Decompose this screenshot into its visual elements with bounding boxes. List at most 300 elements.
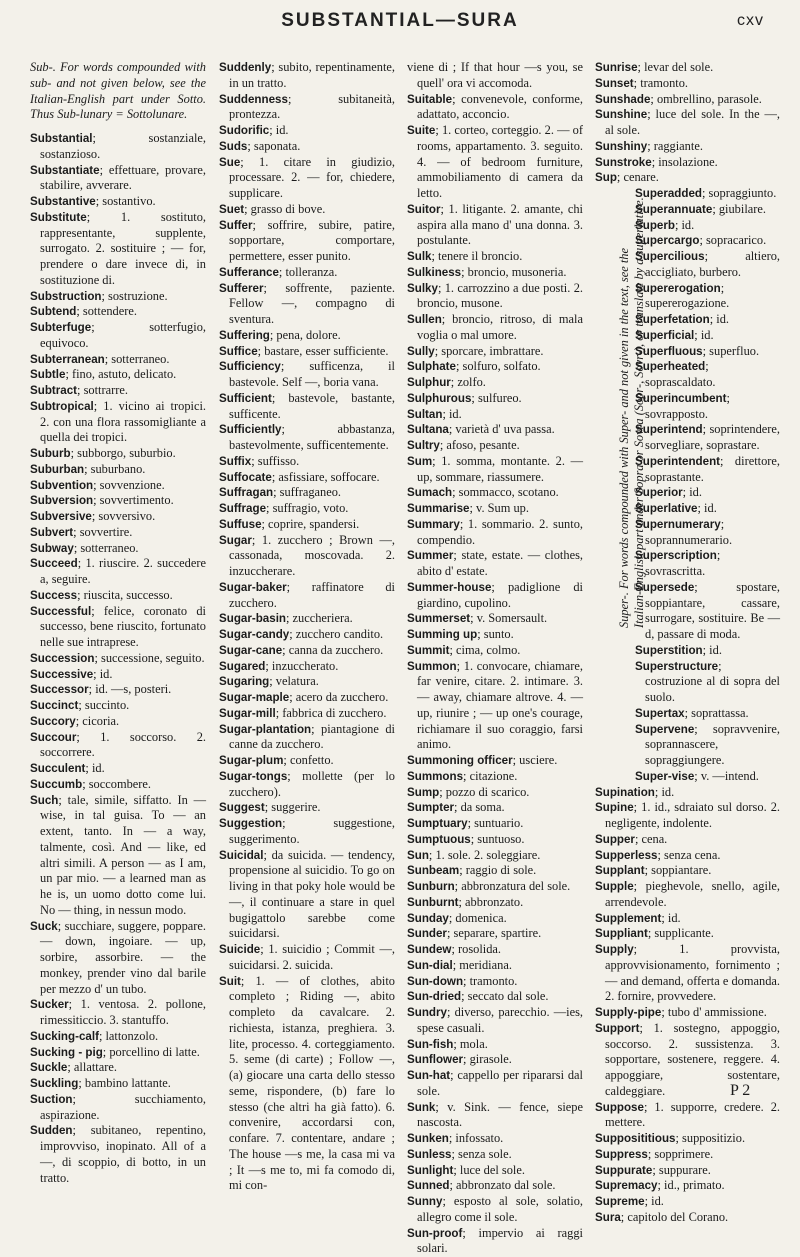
translation: ; state, estate. — clothes, abito d' estate. bbox=[417, 548, 583, 578]
headword: Suggest bbox=[219, 801, 265, 814]
headword: Suffragan bbox=[219, 486, 273, 499]
dictionary-entry bbox=[407, 60, 583, 92]
dictionary-entry bbox=[635, 501, 780, 517]
headword: Suicide bbox=[219, 943, 260, 956]
dictionary-entry bbox=[635, 454, 780, 486]
headword: Sunned bbox=[407, 1179, 450, 1192]
dictionary-entry bbox=[219, 485, 395, 501]
headword: Suddenness bbox=[219, 93, 288, 106]
dictionary-entry bbox=[407, 1147, 583, 1163]
headword: Summon bbox=[407, 660, 457, 673]
dictionary-entry bbox=[407, 643, 583, 659]
headword: Sump bbox=[407, 786, 439, 799]
dictionary-entry bbox=[30, 478, 206, 494]
headword: Suet bbox=[219, 203, 244, 216]
headword: Sultan bbox=[407, 408, 442, 421]
dictionary-entry bbox=[407, 848, 583, 864]
headword: Sue bbox=[219, 156, 240, 169]
translation: ; felice, coronato di successo, bene riuscito, fortunato nelle sue intraprese. bbox=[40, 604, 206, 650]
translation: ; insolazione. bbox=[652, 155, 718, 169]
dictionary-entry bbox=[635, 218, 780, 234]
dictionary-entry bbox=[407, 1100, 583, 1132]
headword: Supine bbox=[595, 801, 634, 814]
translation: ; piantagione di canne da zucchero. bbox=[229, 722, 395, 752]
translation: ; suggestione, suggerimento. bbox=[229, 816, 395, 846]
dictionary-entry bbox=[30, 131, 206, 163]
dictionary-entry bbox=[407, 501, 583, 517]
dictionary-entry bbox=[30, 714, 206, 730]
translation: ; subitaneo, repentino, improvviso, inopinato. All of a —, di scoppio, di botto, in un tratto. bbox=[40, 1123, 206, 1184]
dictionary-entry bbox=[30, 667, 206, 683]
translation: ; abbronzato. bbox=[459, 895, 524, 909]
headword: Sun-hat bbox=[407, 1069, 450, 1082]
translation: ; sostantivo. bbox=[96, 194, 156, 208]
headword: Sun-proof bbox=[407, 1227, 462, 1240]
dictionary-entry bbox=[407, 123, 583, 202]
dictionary-entry bbox=[219, 265, 395, 281]
headword: Sugar-candy bbox=[219, 628, 289, 641]
headword: Sunstroke bbox=[595, 156, 652, 169]
headword: Suburban bbox=[30, 463, 84, 476]
dictionary-entry bbox=[30, 730, 206, 762]
dictionary-entry bbox=[219, 722, 395, 754]
dictionary-entry bbox=[219, 92, 395, 124]
dictionary-entry bbox=[595, 911, 780, 927]
headword: Sugar-tongs bbox=[219, 770, 287, 783]
dictionary-entry bbox=[407, 1005, 583, 1037]
headword: Superincumbent bbox=[635, 392, 726, 405]
headword: Succeed bbox=[30, 557, 78, 570]
translation: ; zuccheriera. bbox=[286, 611, 353, 625]
headword: Suffering bbox=[219, 329, 270, 342]
translation: ; seccato dal sole. bbox=[461, 989, 548, 1003]
dictionary-entry bbox=[30, 588, 206, 604]
dictionary-entry bbox=[595, 800, 780, 832]
headword: Sugared bbox=[219, 660, 265, 673]
translation: ; capitolo del Corano. bbox=[621, 1210, 728, 1224]
headword: Sulky bbox=[407, 282, 438, 295]
translation: ; sotterraneo. bbox=[74, 541, 139, 555]
dictionary-entry bbox=[635, 659, 780, 706]
translation: ; 1. ventosa. 2. pollone, rimessiticcio. 3. stantuffo. bbox=[40, 997, 206, 1027]
headword: Superficial bbox=[635, 329, 694, 342]
dictionary-entry bbox=[595, 60, 780, 76]
translation: ; tramonto. bbox=[463, 974, 517, 988]
headword: Supperless bbox=[595, 849, 658, 862]
dictionary-entry bbox=[407, 344, 583, 360]
translation: ; separare, spartire. bbox=[447, 926, 541, 940]
headword: Sufficient bbox=[219, 392, 272, 405]
translation: ; 1. id., sdraiato sul dorso. 2. negligente, indolente. bbox=[605, 800, 780, 830]
translation: ; lattonzolo. bbox=[99, 1029, 158, 1043]
headword: Sundry bbox=[407, 1006, 447, 1019]
dictionary-entry bbox=[407, 1052, 583, 1068]
translation: ; sovvenzione. bbox=[93, 478, 165, 492]
page-header bbox=[0, 2, 800, 42]
dictionary-entry bbox=[407, 312, 583, 344]
headword: Superannuate bbox=[635, 203, 712, 216]
headword: Sunken bbox=[407, 1132, 449, 1145]
dictionary-entry bbox=[595, 863, 780, 879]
dictionary-entry bbox=[30, 698, 206, 714]
translation: ; suburbano. bbox=[84, 462, 145, 476]
dictionary-entry bbox=[407, 942, 583, 958]
headword: Suck bbox=[30, 920, 58, 933]
dictionary-entry bbox=[30, 919, 206, 998]
translation: ; sopracarico. bbox=[699, 233, 766, 247]
translation: ; diverso, parecchio. —ies, spese casuali. bbox=[417, 1005, 583, 1035]
dictionary-entry bbox=[219, 123, 395, 139]
dictionary-entry bbox=[635, 202, 780, 218]
dictionary-entry bbox=[595, 1178, 780, 1194]
translation: ; mollette (per lo zucchero). bbox=[229, 769, 395, 799]
headword: Superscription bbox=[635, 549, 717, 562]
translation: ; succinto. bbox=[78, 698, 129, 712]
translation: ; canna da zucchero. bbox=[282, 643, 383, 657]
translation: ; luce del sole. bbox=[453, 1163, 525, 1177]
dictionary-entry bbox=[30, 1029, 206, 1045]
dictionary-entry bbox=[407, 611, 583, 627]
column-3 bbox=[407, 60, 583, 1257]
translation: ; tubo d' ammissione. bbox=[661, 1005, 766, 1019]
headword: Suffice bbox=[219, 345, 258, 358]
headword: Suitor bbox=[407, 203, 441, 216]
translation: ; tolleranza. bbox=[279, 265, 337, 279]
translation: ; zolfo. bbox=[451, 375, 486, 389]
translation: ; saponata. bbox=[247, 139, 300, 153]
dictionary-entry bbox=[219, 769, 395, 801]
dictionary-entry bbox=[595, 1194, 780, 1210]
dictionary-entry bbox=[635, 422, 780, 454]
super-note-line-1: Super-. For words compounded with Super- and not given in the text, see the bbox=[617, 88, 632, 628]
translation: ; cena. bbox=[635, 832, 667, 846]
headword: Sumptuary bbox=[407, 817, 468, 830]
dictionary-entry bbox=[30, 446, 206, 462]
translation: ; impervio ai raggi solari. bbox=[417, 1226, 583, 1256]
dictionary-entry bbox=[635, 249, 780, 281]
translation: ; abbronzato dal sole. bbox=[450, 1178, 556, 1192]
dictionary-entry bbox=[219, 344, 395, 360]
headword: Sun-down bbox=[407, 975, 463, 988]
dictionary-entry bbox=[407, 1131, 583, 1147]
dictionary-entry bbox=[595, 942, 780, 1005]
dictionary-entry bbox=[595, 1210, 780, 1226]
headword: Sumptuous bbox=[407, 833, 471, 846]
dictionary-entry bbox=[219, 470, 395, 486]
translation: ; altiero, accigliato, burbero. bbox=[645, 249, 780, 279]
headword: Suffer bbox=[219, 219, 253, 232]
dictionary-entry bbox=[30, 761, 206, 777]
translation: ; id. bbox=[675, 218, 694, 232]
translation: ; bastevole, bastante, sufficente. bbox=[229, 391, 395, 421]
headword: Subvention bbox=[30, 479, 93, 492]
translation: ; solfuro, solfato. bbox=[456, 359, 541, 373]
translation: ; suffisso. bbox=[251, 454, 299, 468]
translation: ; sotterfugio, equivoco. bbox=[40, 320, 206, 350]
headword: Suds bbox=[219, 140, 247, 153]
dictionary-entry bbox=[30, 777, 206, 793]
dictionary-entry bbox=[595, 1131, 780, 1147]
headword: Sunk bbox=[407, 1101, 435, 1114]
headword: Suffrage bbox=[219, 502, 266, 515]
translation: ; mola. bbox=[453, 1037, 487, 1051]
dictionary-entry bbox=[595, 785, 780, 801]
headword: Success bbox=[30, 589, 77, 602]
translation: ; sommacco, scotano. bbox=[452, 485, 559, 499]
super-prefix-note bbox=[599, 88, 635, 628]
dictionary-entry bbox=[219, 800, 395, 816]
dictionary-entry bbox=[407, 391, 583, 407]
translation: ; id. bbox=[93, 667, 112, 681]
dictionary-entry bbox=[219, 848, 395, 943]
translation: ; tenere il broncio. bbox=[431, 249, 522, 263]
translation: ; senza sole. bbox=[451, 1147, 511, 1161]
dictionary-entry bbox=[219, 816, 395, 848]
headword: Sum bbox=[407, 455, 432, 468]
translation: ; sotterraneo. bbox=[105, 352, 170, 366]
headword: Sugar-baker bbox=[219, 581, 287, 594]
translation: ; suppurare. bbox=[652, 1163, 711, 1177]
translation: ; id. bbox=[85, 761, 104, 775]
dictionary-entry bbox=[407, 769, 583, 785]
translation: ; porcellino di latte. bbox=[103, 1045, 200, 1059]
headword: Sun-fish bbox=[407, 1038, 453, 1051]
dictionary-entry bbox=[595, 1163, 780, 1179]
headword: Substantiate bbox=[30, 164, 100, 177]
translation: ; 1. sole. 2. soleggiare. bbox=[429, 848, 541, 862]
headword: Succinct bbox=[30, 699, 78, 712]
dictionary-entry bbox=[30, 556, 206, 588]
translation: ; id. bbox=[710, 312, 729, 326]
translation: ; sopravvenire, soprannascere, sopraggiungere. bbox=[645, 722, 780, 768]
translation: ; sottrarre. bbox=[77, 383, 128, 397]
translation: ; usciere. bbox=[513, 753, 558, 767]
translation: ; sovrapposto. bbox=[645, 391, 730, 421]
headword: Sun-dial bbox=[407, 959, 453, 972]
dictionary-entry bbox=[407, 407, 583, 423]
headword: Suicidal bbox=[219, 849, 263, 862]
translation: ; sufficenza, il bastevole. Self —, boria vana. bbox=[229, 359, 395, 389]
dictionary-entry bbox=[219, 281, 395, 328]
dictionary-entry bbox=[30, 194, 206, 210]
translation: ; meridiana. bbox=[453, 958, 512, 972]
headword: Sugar-mill bbox=[219, 707, 276, 720]
dictionary-entry bbox=[635, 769, 780, 785]
headword: Sulphurous bbox=[407, 392, 471, 405]
dictionary-entry bbox=[30, 383, 206, 399]
headword: Sunflower bbox=[407, 1053, 463, 1066]
headword: Sucking - pig bbox=[30, 1046, 103, 1059]
translation: ; giubilare. bbox=[712, 202, 766, 216]
prefix-note: Sub-. For words compounded with sub- and not given below, see the Italian-English part under Sotto. Thus Sub-lunary = Sottolunare. bbox=[30, 60, 206, 123]
headword: Sufficiently bbox=[219, 423, 282, 436]
translation: ; suntuoso. bbox=[471, 832, 525, 846]
headword: Suddenly bbox=[219, 61, 271, 74]
headword: Sucker bbox=[30, 998, 69, 1011]
dictionary-entry bbox=[635, 344, 780, 360]
dictionary-entry bbox=[635, 580, 780, 643]
translation: ; 1. sostegno, appoggio, soccorso. 2. sussistenza. 3. sopportare, sostenere, reggere. 4. appoggiare, sostentare, caldeggiare. bbox=[605, 1021, 780, 1098]
dictionary-entry bbox=[407, 879, 583, 895]
headword: Succour bbox=[30, 731, 76, 744]
translation: ; direttore, soprastante. bbox=[645, 454, 780, 484]
headword: Supererogation bbox=[635, 282, 721, 295]
headword: Supination bbox=[595, 786, 655, 799]
headword: Supertax bbox=[635, 707, 685, 720]
dictionary-entry bbox=[407, 485, 583, 501]
dictionary-entry bbox=[407, 202, 583, 249]
translation: ; 1. sostituto, rappresentante, supplente, surrogato. 2. sostituire ; — for, prendere o dare invece di, in sostituzione di. bbox=[40, 210, 206, 287]
translation: ; v. Sink. — fence, siepe nascosta. bbox=[417, 1100, 583, 1130]
headword: Succory bbox=[30, 715, 76, 728]
translation: ; bastare, esser sufficiente. bbox=[258, 344, 389, 358]
translation: ; velatura. bbox=[269, 674, 319, 688]
dictionary-entry bbox=[407, 974, 583, 990]
translation: ; sopprimere. bbox=[648, 1147, 713, 1161]
dictionary-entry bbox=[30, 997, 206, 1029]
headword: Summerset bbox=[407, 612, 470, 625]
dictionary-entry bbox=[635, 722, 780, 769]
signature-mark: P 2 bbox=[730, 1082, 750, 1100]
headword: Sun bbox=[407, 849, 429, 862]
dictionary-entry bbox=[407, 1037, 583, 1053]
dictionary-entry bbox=[219, 706, 395, 722]
dictionary-entry bbox=[30, 399, 206, 446]
translation: ; broncio, ritroso, di mala voglia o mal umore. bbox=[417, 312, 583, 342]
headword: Sultry bbox=[407, 439, 440, 452]
headword: Suite bbox=[407, 124, 435, 137]
dictionary-entry bbox=[407, 375, 583, 391]
dictionary-entry bbox=[219, 690, 395, 706]
translation: ; tale, simile, siffatto. In — wise, in tal guisa. To — an extent, tanto. In — a way, talmente, così. And — like, ed altri simili. A person — as I am, un par mio. — a learned man as he is, un uomo dotto come lui. No — thing, in nessun modo. bbox=[40, 793, 206, 917]
headword: Superb bbox=[635, 219, 675, 232]
dictionary-entry bbox=[30, 604, 206, 651]
headword: Suit bbox=[219, 975, 241, 988]
dictionary-entry bbox=[30, 210, 206, 289]
headword: Sunlight bbox=[407, 1164, 453, 1177]
translation: ; v. Sum up. bbox=[470, 501, 529, 515]
dictionary-entry bbox=[407, 1068, 583, 1100]
translation: ; 1. litigante. 2. amante, chi aspira alla mano d' una donna. 3. postulante. bbox=[417, 202, 583, 248]
headword: Sunshiny bbox=[595, 140, 647, 153]
headword: Successive bbox=[30, 668, 93, 681]
translation: ; suntuario. bbox=[468, 816, 524, 830]
headword: Superstition bbox=[635, 644, 703, 657]
translation: ; pena, dolore. bbox=[270, 328, 341, 342]
translation: ; id. bbox=[645, 1194, 664, 1208]
headword: Support bbox=[595, 1022, 639, 1035]
headword: Subway bbox=[30, 542, 74, 555]
translation: ; v. —intend. bbox=[694, 769, 759, 783]
headword: Supervene bbox=[635, 723, 694, 736]
dictionary-entry bbox=[30, 367, 206, 383]
translation: ; raffinatore di zucchero. bbox=[229, 580, 395, 610]
dictionary-entry bbox=[30, 1076, 206, 1092]
headword: Superior bbox=[635, 486, 683, 499]
headword: Suckle bbox=[30, 1061, 67, 1074]
translation: ; rosolida. bbox=[451, 942, 501, 956]
translation: viene di ; If that hour —s you, se quell' ora vi accomoda. bbox=[407, 60, 583, 90]
translation: ; luce del sole. In the —, al sole. bbox=[605, 107, 780, 137]
headword: Suggestion bbox=[219, 817, 282, 830]
headword: Supper bbox=[595, 833, 635, 846]
headword: Sugar-plum bbox=[219, 754, 283, 767]
headword: Suckling bbox=[30, 1077, 78, 1090]
translation: ; zucchero candito. bbox=[289, 627, 383, 641]
dictionary-entry bbox=[219, 580, 395, 612]
headword: Superintendent bbox=[635, 455, 720, 468]
headword: Summit bbox=[407, 644, 450, 657]
headword: Superstructure bbox=[635, 660, 718, 673]
headword: Sugaring bbox=[219, 675, 269, 688]
headword: Subtract bbox=[30, 384, 77, 397]
headword: Suppurate bbox=[595, 1164, 652, 1177]
dictionary-entry bbox=[219, 422, 395, 454]
translation: ; succhiare, suggere, poppare. — down, ingoiare. — up, sorbire, assorbire. — the monkey, prender vino dal barile per mezzo d' un tubo. bbox=[40, 919, 206, 996]
headword: Summons bbox=[407, 770, 463, 783]
translation: ; superfluo. bbox=[703, 344, 759, 358]
headword: Summarise bbox=[407, 502, 470, 515]
headword: Subtle bbox=[30, 368, 65, 381]
dictionary-entry bbox=[407, 911, 583, 927]
translation: ; v. Somersault. bbox=[470, 611, 547, 625]
translation: ; 1. corteo, corteggio. 2. — of rooms, appartamento. 3. seguito. 4. — of bedroom furniture, ammobiliamento di camera da letto. bbox=[417, 123, 583, 200]
translation: ; soprintendere, sorvegliare, soprastare. bbox=[645, 422, 780, 452]
dictionary-entry bbox=[635, 312, 780, 328]
dictionary-entry bbox=[30, 793, 206, 919]
dictionary-entry bbox=[219, 627, 395, 643]
translation: ; id., primato. bbox=[658, 1178, 725, 1192]
dictionary-entry bbox=[219, 674, 395, 690]
headword: Supplant bbox=[595, 864, 645, 877]
translation: ; id. bbox=[269, 123, 288, 137]
headword: Sucking-calf bbox=[30, 1030, 99, 1043]
dictionary-entry bbox=[219, 60, 395, 92]
headword: Sup bbox=[595, 171, 617, 184]
dictionary-entry bbox=[30, 682, 206, 698]
dictionary-entry bbox=[219, 501, 395, 517]
dictionary-entry bbox=[595, 832, 780, 848]
dictionary-entry bbox=[30, 320, 206, 352]
headword: Subtend bbox=[30, 305, 76, 318]
translation: ; soprascaldato. bbox=[645, 359, 716, 389]
dictionary-entry bbox=[30, 462, 206, 478]
headword: Suppose bbox=[595, 1101, 644, 1114]
headword: Sunbeam bbox=[407, 864, 459, 877]
dictionary-entry bbox=[635, 391, 780, 423]
translation: ; girasole. bbox=[463, 1052, 512, 1066]
dictionary-entry bbox=[219, 753, 395, 769]
dictionary-entry bbox=[407, 1226, 583, 1257]
translation: ; suppositizio. bbox=[676, 1131, 746, 1145]
translation: ; effettuare, provare, stabilire, avverare. bbox=[40, 163, 206, 193]
translation: ; 1. carrozzino a due posti. 2. broncio, musone. bbox=[417, 281, 583, 311]
headword: Sura bbox=[595, 1211, 621, 1224]
translation: ; pieghevole, snello, agile, arrendevole. bbox=[605, 879, 780, 909]
dictionary-entry bbox=[407, 800, 583, 816]
dictionary-entry bbox=[595, 1005, 780, 1021]
headword: Supposititious bbox=[595, 1132, 676, 1145]
translation: ; grasso di bove. bbox=[244, 202, 325, 216]
translation: ; 1. convocare, chiamare, far venire, citare. 2. intimare. 3. — away, chiamare altrove. 4. — up, riunire ; — up one's courage, richiamare il suo coraggio, farsi animo. bbox=[417, 659, 583, 752]
headword: Subterfuge bbox=[30, 321, 91, 334]
translation: ; cima, colmo. bbox=[450, 643, 521, 657]
headword: Sully bbox=[407, 345, 435, 358]
translation: ; cappello per ripararsi dal sole. bbox=[417, 1068, 583, 1098]
dictionary-entry bbox=[30, 651, 206, 667]
dictionary-entry bbox=[407, 895, 583, 911]
dictionary-entry bbox=[407, 438, 583, 454]
